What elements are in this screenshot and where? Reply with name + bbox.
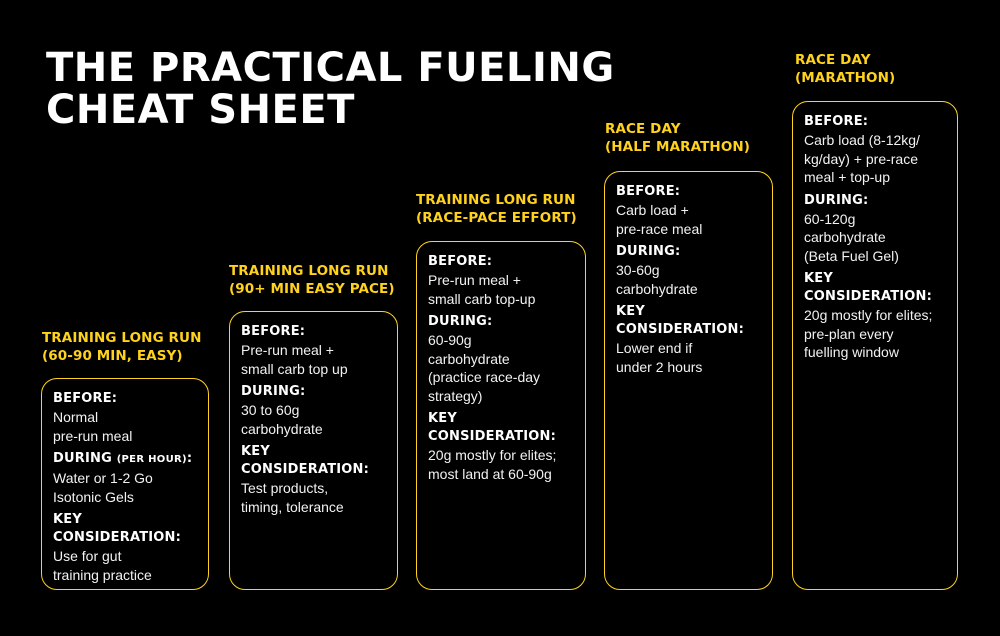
key-consideration-text: Lower end if under 2 hours [616,340,703,375]
during-label: DURING: [616,244,681,259]
fueling-card-training-90-plus [229,311,398,590]
page-title-line-2: CHEAT SHEET [46,87,355,133]
before-text: Carb load + pre-race meal [616,202,703,237]
before-label: BEFORE: [804,114,869,129]
before-label: BEFORE: [428,254,493,269]
during-label: DURING: [428,314,493,329]
key-consideration-label: KEY CONSIDERATION: [428,411,557,444]
key-consideration-text: Use for gut training practice [53,548,152,583]
before-label: BEFORE: [616,184,681,199]
key-consideration-text: Test products, timing, tolerance [241,480,344,515]
page-title [46,47,615,131]
before-text: Pre-run meal + small carb top up [241,342,348,377]
key-consideration-label: KEY CONSIDERATION: [53,512,182,545]
fueling-card-race-half-marathon [604,171,773,590]
page-title-line-1: THE PRACTICAL FUELING [46,45,615,91]
fueling-card-training-race-pace [416,241,586,590]
key-consideration-label: KEY CONSIDERATION: [241,444,370,477]
column-heading-training-60-90: TRAINING LONG RUN (60-90 MIN, EASY) [42,330,202,364]
during-label: DURING (PER HOUR): [53,451,193,466]
during-per-hour-label: (PER HOUR) [116,454,187,465]
during-text: 60-90g carbohydrate (practice race-day strategy) [428,332,541,404]
fueling-card-training-60-90 [41,378,209,590]
before-text: Pre-run meal + small carb top-up [428,272,536,307]
before-text: Normal pre-run meal [53,409,133,444]
before-label: BEFORE: [241,324,306,339]
column-heading-race-marathon: RACE DAY (MARATHON) [795,52,896,86]
during-text: 60-120g carbohydrate (Beta Fuel Gel) [804,210,899,264]
column-heading-training-90-plus: TRAINING LONG RUN (90+ MIN EASY PACE) [229,263,395,297]
key-consideration-text: 20g mostly for elites; most land at 60-90g [428,447,557,482]
fueling-card-race-marathon [792,101,958,590]
during-label: DURING: [804,192,869,208]
key-consideration-label: KEY CONSIDERATION: [804,271,933,304]
key-consideration-text: 20g mostly for elites; pre-plan every fuelling window [804,307,933,360]
during-label: DURING: [241,384,306,399]
during-text: 30 to 60g carbohydrate [241,402,323,437]
during-text: Water or 1-2 Go Isotonic Gels [53,470,153,505]
before-text: Carb load (8-12kg/ kg/day) + pre-race meal + top-up [804,132,920,185]
key-consideration-label: KEY CONSIDERATION: [616,304,745,337]
before-label: BEFORE: [53,391,118,406]
column-heading-training-race-pace: TRAINING LONG RUN (RACE-PACE EFFORT) [416,192,577,226]
column-heading-race-half-marathon: RACE DAY (HALF MARATHON) [605,121,751,155]
during-text: 30-60g carbohydrate [616,262,698,297]
